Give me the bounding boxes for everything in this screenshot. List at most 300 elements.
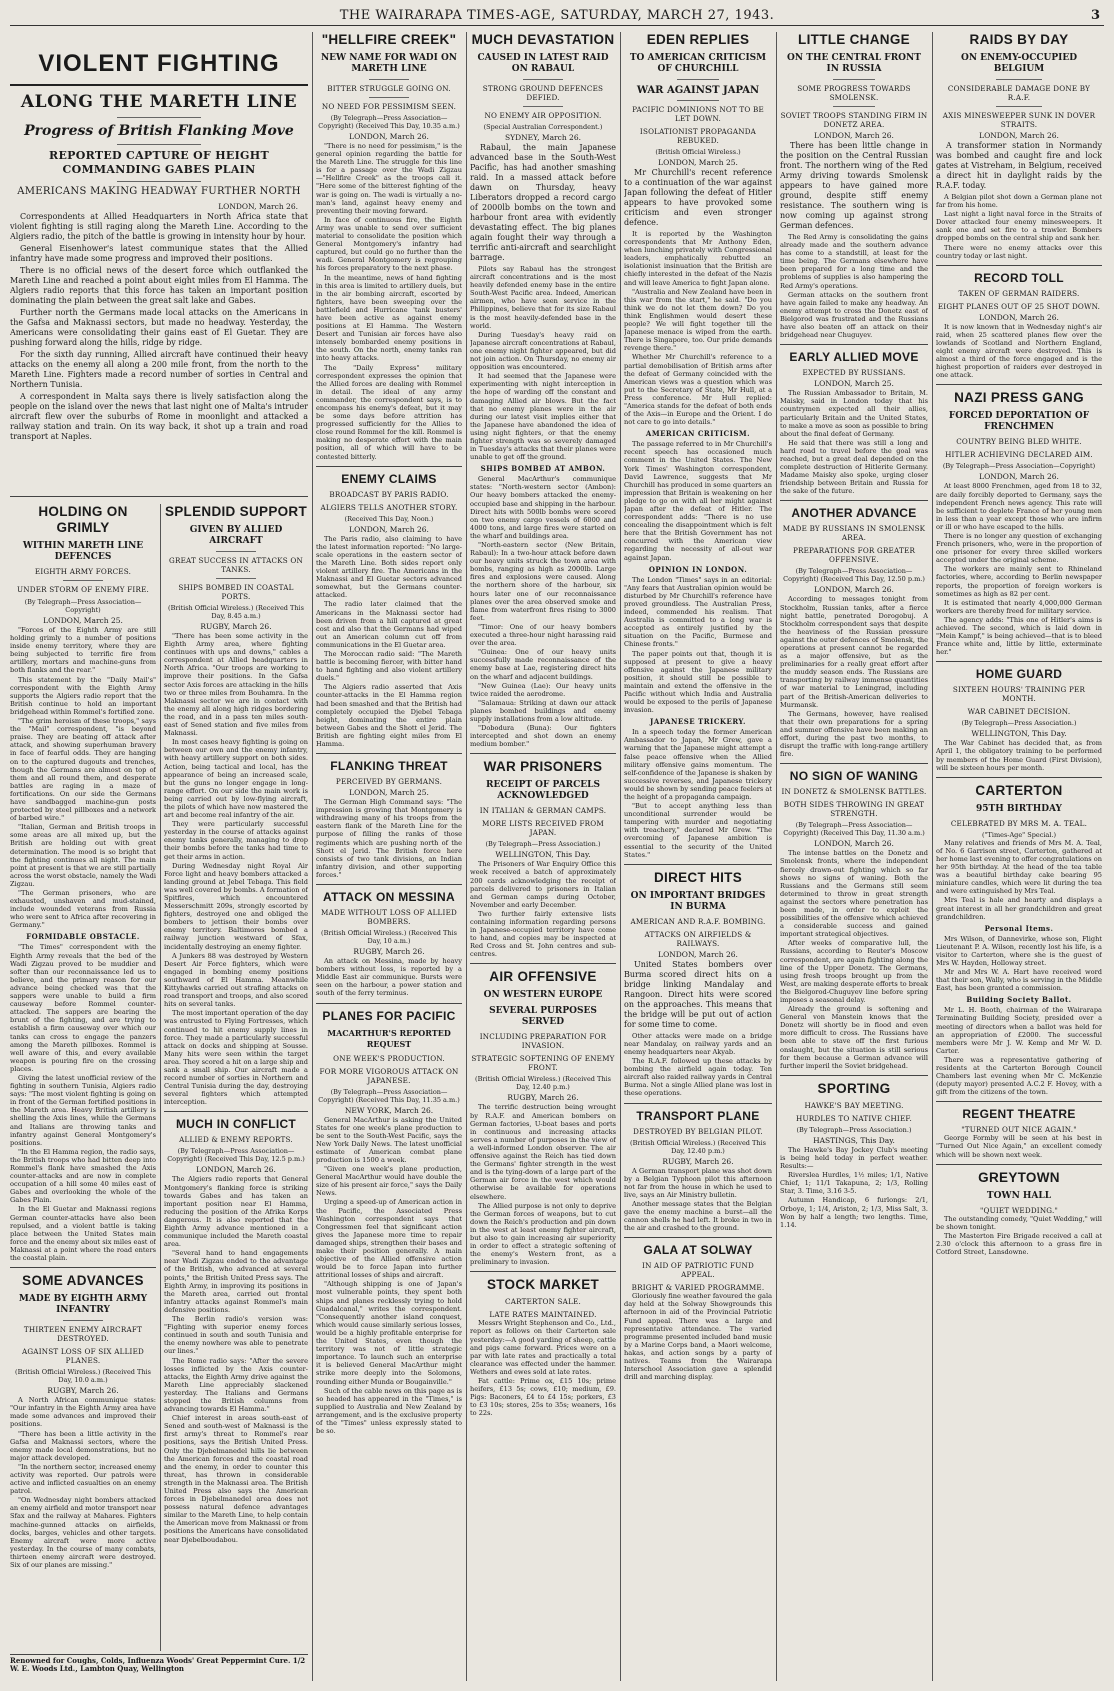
grimly-body xyxy=(10,626,156,929)
prisoners-dateline: WELLINGTON, This Day. xyxy=(495,850,591,860)
lead-story xyxy=(10,32,308,502)
threat-headline: FLANKING THREAT xyxy=(330,759,448,774)
gang-headline: NAZI PRESS GANG xyxy=(954,390,1084,406)
offensive-deck: ON WESTERN EUROPE xyxy=(483,990,603,1001)
grimly-deck-2: EIGHTH ARMY FORCES. xyxy=(34,567,132,576)
paragraph: "Although shipping is one of Japan's most vulnerable points, they spent both ships and planes recklessly trying to hold Guadalcanal," writes the correspondent. "Consequently another island conquest, which would cause similarly serious losses, would be a highly profitable enterprise for the United States, even though the territory was not of little strategic importance. To launch such an enterprise it is believed General MacArthur might strike more deeply into the Solomons, rounding either Munda or Bougainville." xyxy=(316,1280,462,1386)
paragraph: After weeks of comparative lull, the Russians, according to Reuter's Moscow correspondent, are again fighting along the line of the Upper Donetz. The Germans, using fresh troops brought up from the West, are making desperate efforts to break the Bielgorod-Chuguyev line before spring imposes a seasonal delay. xyxy=(780,939,928,1004)
threat-body xyxy=(316,798,462,879)
eden-body-4 xyxy=(624,728,772,859)
paragraph: "New Guinea (Lae): Our heavy units twice raided the aerodrome. xyxy=(470,681,616,698)
toll-deck: TAKEN OF GERMAN RAIDERS. xyxy=(958,288,1080,298)
support-deck: GIVEN BY ALLIED AIRCRAFT xyxy=(189,525,283,546)
conflict-body xyxy=(164,1175,308,1543)
grimly-headline: HOLDING ON GRIMLY xyxy=(38,504,128,535)
carterton-credit: ("Times-Age" Special.) xyxy=(982,830,1056,839)
hellfire-headline: "HELLFIRE CREEK" xyxy=(321,32,457,47)
paragraph: They were particularly successful yesterday in the course of attacks against enemy tanks generally, managing to drop their bombs before the tanks had time to get their arms in action. xyxy=(164,820,308,861)
another-body xyxy=(780,595,928,758)
paragraph: "Italian, German and British troops in some areas are all mixed up, but the British are holding out with great determination. The mood is so bright that the fighting continues all night. The main point at present is that we are still partially across the worst obstacle, namely the Wadi Zigzau. xyxy=(10,823,156,888)
paragraph: Mrs Teal is hale and hearty and displays a great interest in all her grandchildren and great grandchildren. xyxy=(936,896,1102,921)
lead-headline: VIOLENT FIGHTING xyxy=(38,50,280,77)
column-1 xyxy=(10,504,156,1681)
pacific-body xyxy=(316,1116,462,1436)
devastation-deck: CAUSED IN LATEST RAID ON RABAUL xyxy=(477,53,609,74)
paragraph: "The grim heroism of these troops," says the "Mail" correspondent, "is beyond praise. They are beating off attack after attack, and showing superhuman bravery in face of fearful odds. They are hanging on to the captured dugouts and trenches, though the Germans are almost on top of them and all round them, and desperate battles are raging in a maze of fortifications. On our side the Germans have sandbagged machine-gun posts protected by steel pillboxes and a network of barbed wire." xyxy=(10,717,156,823)
paragraph: Mr L. H. Booth, chairman of the Wairarapa Terminating Building Society, presided over a meeting of directors when a ballot was held for an appropriation of £2000. The successful members were Mr J. W. Kemp and Mr W. D. Carter. xyxy=(936,1006,1102,1055)
paragraph: The terrific destruction being wrought by R.A.F. and American bombers on German factories, U-boat bases and ports in continuous and increasing attacks serves a number of purposes in the view of a well-informed London observer. The air offensive against the Reich has tied down the Germans' fighter strength in the west and is the tying-down of a large part of the German air force in the west which would otherwise be available for operations elsewhere. xyxy=(470,1103,616,1201)
carterton-deck-2: CELEBRATED BY MRS M. A. TEAL. xyxy=(950,818,1088,828)
paragraph: In most cases heavy fighting is going on between our own and the enemy infantry, with heavy artillery support on both sides. Action, being tactical and local, has the appearance of being an increased scale, but the guns no longer engage in long-range effort. On our side the main work is being carried out by low-flying aircraft, the pilots of which have now mastered the art and become real infantry of the air. xyxy=(164,738,308,820)
claims-body xyxy=(316,535,462,748)
lead-subhead-4: AMERICANS MAKING HEADWAY FURTHER NORTH xyxy=(17,186,301,197)
pacific-deck: MACARTHUR'S REPORTED REQUEST xyxy=(327,1027,451,1049)
greytown-headline: GREYTOWN xyxy=(978,1169,1060,1185)
paragraph: Whether Mr Churchill's reference to a partial demobilisation of British arms after the defeat of Germany coincided with the American views was a question which was put to the Secretary of State, Mr Hull, at a Press conference. Mr Hull replied: "America stands for the defeat of both ends of the Axis—in Europe and the Orient. I do not care to go into details." xyxy=(624,353,772,427)
offensive-dateline: RUGBY, March 26. xyxy=(507,1093,579,1103)
guard-dateline: WELLINGTON, This Day. xyxy=(971,729,1067,739)
hellfire-deck-2: BITTER STRUGGLE GOING ON. xyxy=(327,84,451,93)
offensive-headline: AIR OFFENSIVE xyxy=(489,969,597,985)
offensive-body xyxy=(470,1103,616,1266)
claims-credit: (Received This Day, Noon.) xyxy=(344,514,434,523)
paragraph: Two further fairly extensive lists containing information regarding persons in Japanese-occupied territory have come to hand, and copies may be inspected at Red Cross and St. John centres and sub-centres. xyxy=(470,909,616,959)
prisoners-deck-2: IN ITALIAN & GERMAN CAMPS. xyxy=(479,806,607,816)
offensive-deck-3: INCLUDING PREPARATION FOR INVASION. xyxy=(479,1032,607,1051)
move-deck: EXPECTED BY RUSSIANS. xyxy=(802,368,906,378)
paragraph: The paper points out that, though it is supposed at present to give a heavy offensive against the Japanese military position, it should still be possible to maintain and extend the offensive in the Pacific without which India and Australia would be exposed to the perils of Japanese invasion. xyxy=(624,649,772,715)
devastation-body-2 xyxy=(470,475,616,748)
eden-deck-4: ISOLATIONIST PROPAGANDA REBUKED. xyxy=(639,127,757,145)
claims-deck: BROADCAST BY PARIS RADIO. xyxy=(329,489,449,499)
paragraph: During Wednesday night Royal Air Force light and heavy bombers attacked a landing ground at Jebel Tebaga. This field was well covered by bombs. A formation of Spitfires, which encountered Messerschmitt 209s, strongly escorted by fighters, destroyed one and obliged the bombers to jettison their bombs over enemy territory. Baltimores bombed a railway junction westward of Sfax, incidentally destroying an enemy fighter. xyxy=(164,861,308,951)
paragraph: "In the El Hamma region, the radio says, the British troops who had bitten deep into Rommel's flank have smashed the Axis counter-attacks and are now in complete occupation of a hill some 40 miles east of Gabes and overlooking the whole of the Gabes Plain. xyxy=(10,1147,156,1205)
hellfire-dateline: LONDON, March 26. xyxy=(349,132,429,141)
paragraph: The Berlin radio's version was: "Fighting with superior enemy forces continued in south and south Tunisia and the enemy nowhere was able to penetrate our lines." xyxy=(164,1315,308,1356)
another-deck: MADE BY RUSSIANS IN SMOLENSK AREA. xyxy=(782,524,926,543)
lead-paragraph: There is no official news of the desert force which outflanked the Mareth Line and reached a point about eight miles from El Hamma. The Algiers radio reports that this force has taken an important position dominating the plain between the great salt lake and Gabes. xyxy=(10,266,308,305)
hits-headline: DIRECT HITS xyxy=(653,869,743,885)
carterton-body-2 xyxy=(936,935,1102,993)
advances-deck: MADE BY EIGHTH ARMY INFANTRY xyxy=(18,1294,148,1316)
raids-lead: A transformer station in Normandy was bombed and caught fire and lock gates at Vistreham, in Belgium, received a direct hit in daylight raids by the R.A.F. today. xyxy=(936,141,1102,190)
paragraph: The R.A.F. followed up these attacks by bombing the airfield again today. Ten aircraft also raided railway yards in Central Burma. Not a single Allied plane was lost in these operations. xyxy=(624,1057,772,1098)
gang-credit: (By Telegraph—Press Association—Copyright) xyxy=(942,462,1096,471)
support-deck-2: GREAT SUCCESS IN ATTACKS ON TANKS. xyxy=(169,556,303,574)
devastation-subhead: SHIPS BOMBED AT AMBON. xyxy=(480,464,606,474)
move-body xyxy=(780,389,928,495)
greytown-body xyxy=(936,1215,1102,1256)
eden-dateline: LONDON, March 25. xyxy=(658,158,738,167)
conflict-dateline: LONDON, March 26. xyxy=(196,1165,276,1175)
change-headline: LITTLE CHANGE xyxy=(798,32,910,47)
raids-deck-3: AXIS MINESWEEPER SUNK IN DOVER STRAITS. xyxy=(942,111,1096,129)
eden-body-2 xyxy=(624,440,772,561)
gala-headline: GALA AT SOLWAY xyxy=(643,1243,753,1258)
paragraph: At least 8000 Frenchmen, aged from 18 to 32, are daily forcibly deported to Germany, says the independent French news agency. This rate will be sufficient to deplete France of her young men in less than a year except those who are infirm or ill or who have escaped to the hills. xyxy=(936,482,1102,531)
transport-credit: (British Official Wireless.) (Received This Day, 12.40 p.m.) xyxy=(630,1138,766,1155)
paragraph: The Allied purpose is not only to deprive the German forces of weapons, but to cut down the Reich's production and pin down in the west at least enemy fighter aircraft, but also to gain increasing air superiority in order to effect a strategic softening of the enemy's Western front, as a preliminary to invasion. xyxy=(470,1201,616,1267)
prisoners-deck-3: MORE LISTS RECEIVED FROM JAPAN. xyxy=(482,819,604,838)
paragraph: It is estimated that nearly 4,000,000 German workers are thereby freed for military service. xyxy=(936,598,1102,615)
advances-credit: (British Official Wireless.) (Received This Day, 10.0 a.m.) xyxy=(15,1368,151,1385)
change-deck-2: SOME PROGRESS TOWARDS SMOLENSK. xyxy=(797,84,911,102)
page-number: 3 xyxy=(1090,8,1100,23)
waning-deck-2: BOTH SIDES THROWING IN GREAT STRENGTH. xyxy=(783,800,925,819)
messina-headline: ATTACK ON MESSINA xyxy=(323,890,455,905)
change-body xyxy=(780,233,928,339)
regent-headline: REGENT THEATRE xyxy=(962,1107,1076,1122)
guard-headline: HOME GUARD xyxy=(975,667,1063,682)
lead-paragraph: Correspondents at Allied Headquarters in North Africa state that violent fighting is still raging along the Mareth Line. According to the Algiers radio, the pitch of the battle is growing in intensity hour by hour. xyxy=(10,212,308,241)
pacific-credit: (By Telegraph—Press Association—Copyright) (Received This Day, 11.35 a.m.) xyxy=(318,1087,460,1104)
pacific-dateline: NEW YORK, March 26. xyxy=(344,1105,434,1115)
offensive-credit: (British Official Wireless.) (Received This Day, 12.40 p.m.) xyxy=(475,1075,611,1092)
paragraph: Giving the latest unofficial review of the fighting in southern Tunisia, Algiers radio says: "The most violent fighting is going on in front of the German fortified positions in the Mareth area. Heavy British artillery is shelling the Axis lines, while the Germans and Italians are throwing tanks and infantry against General Montgomery's positions. xyxy=(10,1073,156,1147)
another-credit: (By Telegraph—Press Association—Copyright) (Received This Day, 12.50 p.m.) xyxy=(783,567,925,584)
waning-credit: (By Telegraph—Press Association—Copyright) (Received This Day, 11.30 a.m.) xyxy=(783,821,925,838)
grimly-deck-3: UNDER STORM OF ENEMY FIRE. xyxy=(16,585,150,594)
paragraph: The Hawke's Bay Jockey Club's meeting is being held today in perfect weather. Results:— xyxy=(780,1145,928,1171)
advances-headline: SOME ADVANCES xyxy=(22,1273,144,1289)
paragraph: There was a representative gathering of residents at the Carterton Borough Council Chambers last evening when Mr C. McKenzie (deputy mayor) presented A.C.2 F. Hovey, with a gift from the citizens of the town. xyxy=(936,1055,1102,1097)
hellfire-deck: NEW NAME FOR WADI ON MARETH LINE xyxy=(320,53,458,74)
paragraph: Other attacks were made on a bridge near Mandalay, on railway yards and an enemy headquarters near Akyab. xyxy=(624,1031,772,1056)
paragraph: Gloriously fine weather favoured the gala day held at the Solway Showgrounds this afternoon in aid of the Provincial Patriotic Fund appeal. There was a large and representative attendance. The varied programme presented included band music by a Marine Corps band, a Maori welcome, hakas, and action songs by a party of natives. Teams from the Wairarapa Interschool Association gave a splendid drill and marching display. xyxy=(624,1292,772,1382)
column-5 xyxy=(624,32,772,1681)
paragraph: "Forces of the Eighth Army are still holding grimly to a number of positions inside enemy territory, where they are being subjected to terrific fire from artillery, mortars and machine-guns from both flanks and the rear." xyxy=(10,626,156,675)
paragraph: A Junkers 88 was destroyed by Western Desert Air Force fighters, which were engaged in bombing enemy positions southward of El Hamma. Meanwhile Kittyhawks carried out strafing attacks on road transport and troops, and also scored hits on several tanks. xyxy=(164,951,308,1009)
threat-deck: PERCEIVED BY GERMANS. xyxy=(335,777,443,787)
market-headline: STOCK MARKET xyxy=(486,1277,600,1293)
paragraph: The Algiers radio reports that General Montgomery's flanking force is striking towards Gabes and has taken an important position near El Hamma, reducing the position of the Afrika Korps dangerous. It is also reported that the Eighth Army advance mentioned in a communique included the Mareth coastal area. xyxy=(164,1175,308,1249)
sporting-headline: SPORTING xyxy=(817,1080,891,1096)
paragraph: A German transport plane was shot down by a Belgian Typhoon pilot this afternoon not far from the house in which he used to live, says an Air Ministry bulletin. xyxy=(624,1166,772,1199)
devastation-lead: Rabaul, the main Japanese advanced base in the South-West Pacific, has had another smashing raid. In a massed attack before dawn on Thursday, heavy Liberators dropped a record cargo of 2000lb bombs on the town and harbour front area with evidently devastating effect. The big planes again fought their way through a terrific anti-aircraft and searchlight barrage. xyxy=(470,143,616,262)
raids-deck: ON ENEMY-OCCUPIED BELGIUM xyxy=(960,53,1078,74)
another-deck-2: PREPARATIONS FOR GREATER OFFENSIVE. xyxy=(792,546,916,565)
devastation-credit: (Special Australian Correspondent.) xyxy=(483,123,603,131)
paragraph: The Rome radio says: "After the severe losses inflicted by the Axis counter-attacks, the Eighth Army drive against the Mareth Line appreciably slackened yesterday. The Italians and Germans stopped the British columns from advancing towards El Hamma." xyxy=(164,1356,308,1414)
regent-deck: "TURNED OUT NICE AGAIN." xyxy=(961,1125,1077,1135)
grimly-dateline: LONDON, March 25. xyxy=(43,616,123,625)
paragraph: The German High Command says: "The impression is growing that Montgomery is withdrawing many of his troops from the eastern flank of the Mareth Line for the purpose of filling the ranks of those regiments which are pushing north of the Shott el Jerid. The British force here consists of two tank divisions, an Indian infantry division, and other supporting forces." xyxy=(316,798,462,879)
column-3 xyxy=(316,32,462,1681)
paragraph: The Paris radio, also claiming to have the latest information reported: "No large-scale operations in the eastern sector of the Mareth Line. Both sides report only violent artillery fire. The Americans in the Maknassi and El Guetar sectors advanced somewhat, but the Germans counter-attacked. xyxy=(316,534,462,600)
ad-text: Renowned for Coughs, Colds, Influenza Woods' Great Peppermint Cure. 1/2 W. E. Woods Ltd., Lambton Quay, Wellington xyxy=(10,1656,306,1673)
messina-dateline: RUGBY, March 26. xyxy=(353,947,425,957)
paragraph: Riverslea Hurdles, 1½ miles; 1/1, Native Chief, 1; 11/1 Takapuna, 2; 1/3, Rolling Star, 3. Time, 3.16 3-5. xyxy=(780,1171,928,1196)
devastation-body xyxy=(470,265,616,461)
messina-deck: MADE WITHOUT LOSS OF ALLIED BOMBERS. xyxy=(321,908,457,927)
paragraph: Another message states that the Belgian gave the enemy machine a burst—all the cannon shells he had left. It broke in two in the air and crashed to the ground. xyxy=(624,1199,772,1233)
paragraph: There is no longer any question of exchanging French prisoners, who, were in the proportion of one prisoner for every three skilled workers accepted under the original scheme. xyxy=(936,531,1102,565)
paragraph: During Tuesday's heavy raid on Japanese aircraft concentrations at Rabaul, one enemy night fighter appeared, but did not join action. On Thursday, no enemy air opposition was encountered. xyxy=(470,330,616,372)
waning-headline: NO SIGN OF WANING xyxy=(789,769,919,784)
eden-lead: Mr Churchill's recent reference to a continuation of the war against Japan following the defeat of Hitler appears to have provoked some criticism and even stronger defence. xyxy=(624,168,772,227)
gala-deck: IN AID OF PATRIOTIC FUND APPEAL. xyxy=(642,1261,754,1280)
advances-deck-2: THIRTEEN ENEMY AIRCRAFT DESTROYED. xyxy=(23,1325,143,1344)
newspaper-page xyxy=(10,6,1104,1686)
paragraph: The workers are mainly sent to Rhineland factories, where, according to Berlin newspaper reports, the proportion of foreign workers is sometimes as high as 82 per cent. xyxy=(936,565,1102,598)
offensive-deck-2: SEVERAL PURPOSES SERVED xyxy=(489,1006,597,1028)
paragraph: Urging a speed-up of American action in the Pacific, the Associated Press Washington correspondent says that Congressmen feel that significant action gives the Japanese more time to repair damaged ships, strengthen their bases and make their position generally. A main objective of the Allied offensive action would be to force Japan into further attritional losses of ships and aircraft. xyxy=(316,1198,462,1280)
paragraph: Messrs Wright Stephenson and Co., Ltd., report as follows on their Carterton sale yesterday:—A good yarding of sheep, cattle and pigs came forward. Prices were on a par with late rates and practically a total clearance was effected under the hammer. Wethers and ewes sold at late rates. xyxy=(470,1319,616,1376)
claims-deck-2: ALGIERS TELLS ANOTHER STORY. xyxy=(320,502,458,512)
toll-headline: RECORD TOLL xyxy=(974,270,1064,285)
paragraph: Chief interest in areas south-east of Sened and south-west of Maknassi is the first army's threat to Rommel's rear positions, says the British United Press. Only the Djebelmanedel hills lie between the American forces and the coastal road and the enemy, in order to counter this threat, has thrown in considerable strength in the Maknassi area. The British United Press also says the American forces in Djebelmanedel area does not possess natural defence advantages similar to the Mareth Line, to help contain the American move from Maknassi or from positions the Americans have consolidated near Djebelboudabou. xyxy=(164,1414,308,1544)
paragraph: "On Wednesday night bombers attacked an enemy airfield and motor transport near Sfax and the railway at Mahares. Fighters machine-gunned attacks on airfields, docks, barges, vehicles and other targets. Enemy aircraft were more active yesterday. In the course of many combats, thirteen enemy aircraft were destroyed. Six of our planes are missing." xyxy=(10,1496,156,1569)
paragraph: "The Times" correspondent with the Eighth Army reveals that the bed of the Wadi Zigzau proved to be muddier and softer than our reconnaissance led us to believe, and the primary reason for our advance being checked was that the sappers were unable to build a firm causeway before Rommel counter-attacked. The sappers are bearing the brunt of the fighting, and are trying to establish a firm causeway over which our tanks can cross to engage the panzers among the Mareth pillboxes. Rommel is well aware of this, and every available weapon is pouring fire on the crossing places. xyxy=(10,943,156,1073)
hellfire-deck-3: NO NEED FOR PESSIMISM SEEN. xyxy=(321,102,457,111)
claims-dateline: LONDON, March 26. xyxy=(349,524,429,534)
paragraph: Pilots say Rabaul has the strongest aircraft concentrations and is the most heavily defended enemy base in the entire South-West Pacific area. Indeed, American airmen, who have seen service in the Philippines, believe that for its size Rabaul is the most heavily-defended base in the world. xyxy=(470,265,616,330)
paragraph: "But to accept anything less than unconditional surrender would be tampering with murder and negotiating with treachery," declared Mr Grew. "The overcoming of Japanese ambition is essential to the security of the United States." xyxy=(624,802,772,859)
lead-paragraph: Further north the Germans made local attacks on the Americans in the Gafsa and Maknassi sectors, but made no headway. Yesterday, the Americans were consolidating their gains east of El Guetar. They are pushing forward along the hills, ridge by ridge. xyxy=(10,308,308,347)
paragraph: The London "Times" says in an editorial: "Any fears that Australian opinion would be disturbed by Mr Churchill's reference have proved groundless. The Australian Press, indeed, commended his realism. That Australia is committed to a long war is accepted as entirely justified by the situation on the Pacific, Burmese and Chinese fronts." xyxy=(624,575,772,649)
paragraph: It had seemed that the Japanese were experimenting with night interception in the hope of warding off the constant and damaging Allied air blows. But the fact that no enemy planes were in the air during our latest visit implies either that the Japanese have abandoned the idea of using night fighters, or that the enemy fighter strength was so severely damaged in Tuesday's attacks that their planes were unable to get off the ground. xyxy=(470,372,616,462)
eden-deck: TO AMERICAN CRITICISM OF CHURCHILL xyxy=(629,53,767,74)
paragraph: There were no enemy attacks over this country today or last night. xyxy=(936,243,1102,260)
greytown-deck: TOWN HALL xyxy=(986,1190,1052,1201)
transport-deck: DESTROYED BY BELGIAN PILOT. xyxy=(633,1126,763,1136)
transport-dateline: RUGBY, March 26. xyxy=(662,1156,734,1166)
paragraph: The Masterton Fire Brigade received a call at 2.30 o'clock this afternoon to a grass fire in Cotford Street, Lansdowne. xyxy=(936,1231,1102,1257)
grimly-subhead: FORMIDABLE OBSTACLE. xyxy=(26,932,140,942)
column-7 xyxy=(936,32,1102,1681)
guard-body xyxy=(936,739,1102,771)
regent-body xyxy=(936,1134,1102,1158)
conflict-deck: ALLIED & ENEMY REPORTS. xyxy=(179,1135,293,1145)
column-4 xyxy=(470,32,616,1681)
columns-grid xyxy=(10,26,1104,1681)
paragraph: The Russian Ambassador to Britain, M. Maisky, said in London today that his countrymen expected all their allies, particularly Britain and the United States, to make a move as soon as possible to bring about the final defeat of Germany. xyxy=(780,389,928,438)
transport-body xyxy=(624,1167,772,1233)
market-deck-2: LATE RATES MAINTAINED. xyxy=(489,1310,597,1320)
paragraph: The radio later claimed that the Americans in the Maknassi sector had been driven from a hill captured at great cost and also that the Germans had wiped out an American column cut off from communications in the El Guetar area. xyxy=(316,600,462,649)
move-headline: EARLY ALLIED MOVE xyxy=(789,350,919,365)
support-credit: (British Official Wireless.) (Received This Day, 8.45 a.m.) xyxy=(168,604,304,620)
paragraph: The agency adds: "This one of Hitler's aims is achieved. The second, which is laid down in "Mein Kampf," is being achieved—that is to bleed France white and, little by little, exterminate her." xyxy=(936,615,1102,657)
gang-dateline: LONDON, March 26. xyxy=(979,472,1059,482)
market-body xyxy=(470,1319,616,1417)
hits-deck-3: ATTACKS ON AIRFIELDS & RAILWAYS. xyxy=(644,929,752,948)
paragraph: "The German prisoners, who are exhausted, unshaven and mud-stained, include wounded veterans from Russia who were sent to Africa after recovering in Germany." xyxy=(10,889,156,930)
eden-subhead-3: JAPANESE TRICKERY. xyxy=(650,717,746,727)
gang-body xyxy=(936,482,1102,656)
pacific-deck-2: ONE WEEK'S PRODUCTION. xyxy=(333,1053,445,1063)
grimly-deck: WITHIN MARETH LINE DEFENCES xyxy=(22,541,144,562)
support-headline: SPLENDID SUPPORT xyxy=(164,504,308,519)
prisoners-body xyxy=(470,860,616,958)
hellfire-credit: (By Telegraph—Press Association—Copyright) (Received This Day, 10.35 a.m.) xyxy=(318,114,460,130)
prisoners-headline: WAR PRISONERS xyxy=(483,759,603,775)
offensive-deck-4: STRATEGIC SOFTENING OF ENEMY FRONT. xyxy=(471,1054,615,1073)
support-body xyxy=(164,632,308,1106)
conflict-headline: MUCH IN CONFLICT xyxy=(175,1117,297,1132)
toll-deck-2: EIGHT PLANES OUT OF 25 SHOT DOWN. xyxy=(937,301,1101,311)
prisoners-deck: RECEIPT OF PARCELS ACKNOWLEDGED xyxy=(486,780,600,802)
advances-deck-3: AGAINST LOSS OF SIX ALLIED PLANES. xyxy=(21,1347,145,1366)
paragraph: "In the northern sector, increased enemy activity was reported. Our patrols were active and inflicted casualties on an enemy patrol. xyxy=(10,1462,156,1496)
paragraph: "Australia and New Zealand have been in this war from the start," he said. "Do you think we do not let them down? Do you think Englishmen would desert these people? We will fight together till the Japanese menace is wiped from the earth. There is Singapore, too. Our pride demands revenge there." xyxy=(624,287,772,353)
sporting-body xyxy=(780,1146,928,1229)
carterton-subhead-2: Building Society Ballot. xyxy=(966,995,1072,1005)
raids-headline: RAIDS BY DAY xyxy=(969,32,1069,47)
eden-body xyxy=(624,230,772,426)
grimly-body-2 xyxy=(10,943,156,1262)
paragraph: The Moroccan radio said: "The Mareth battle is becoming fiercer, with bitter hand to hand fighting and also violent artillery duels." xyxy=(316,649,462,683)
paragraph: The most important operation of the day was entrusted to Flying Fortresses, which continued to hit enemy supply lines in force. They made a particularly successful attack on docks and shipping at Sousse. Many hits were seen within the target area. They scored a hit on a large ship and sank a small ship. Our aircraft made a record number of sorties in Northern and Central Tunisia during the day, destroying several fighters which attempted interception. xyxy=(164,1009,308,1107)
lead-subhead-3: REPORTED CAPTURE OF HEIGHT COMMANDING GABES PLAIN xyxy=(49,149,269,176)
lead-dateline: LONDON, March 26. xyxy=(218,202,298,211)
pacific-headline: PLANES FOR PACIFIC xyxy=(322,1008,456,1023)
move-dateline: LONDON, March 25. xyxy=(814,379,894,389)
carterton-body xyxy=(936,839,1102,921)
paragraph: A Belgian pilot shot down a German plane not far from his home. xyxy=(936,193,1102,210)
paragraph: Autumn Handicap, 6 furlongs: 2/1, Orboye, 1; 1/4, Ariston, 2; 1/3, Miss Salt, 3. Won by half a length; two lengths. Time, 1.14. xyxy=(780,1196,928,1229)
gang-deck: FORCED DEPORTATION OF FRENCHMEN xyxy=(948,411,1090,433)
paragraph: Last night a light naval force in the Straits of Dover attacked four enemy minesweepers. It sank one and set fire to a trawler. Bombers dropped bombs on the central ship and sank her. xyxy=(936,210,1102,243)
raids-body xyxy=(936,193,1102,260)
support-deck-3: SHIPS BOMBED IN COASTAL PORTS. xyxy=(178,583,294,601)
gala-deck-2: BRIGHT & VARIED PROGRAMME. xyxy=(631,1283,765,1293)
devastation-deck-3: NO ENEMY AIR OPPOSITION. xyxy=(484,111,602,120)
paragraph: He said that there was still a long and hard road to travel before the goal was reached, but a great deal depended on the complete destruction of Hitlerite Germany. Madame Maisky also spoke, urging closer friendship between Britain and Russia for the sake of the future. xyxy=(780,438,928,496)
paragraph: "Several hand to hand engagements near Wadi Zigzau ended to the advantage of the British, who advanced at several points," the British United Press says. The Eighth Army, in improving its positions in the Mareth area, carried out frontal infantry attacks against Rommel's main defensive positions. xyxy=(164,1249,308,1314)
paragraph: "Dobodura (Buna): Our fighters intercepted and shot down an enemy medium bomber." xyxy=(470,724,616,749)
guard-deck: SIXTEEN HOURS' TRAINING PER MONTH. xyxy=(952,685,1086,704)
devastation-dateline: SYDNEY, March 26. xyxy=(505,133,581,142)
paragraph: "Salamaua: Striking at dawn our attack planes bombed buildings and enemy supply installations from a low altitude. xyxy=(470,698,616,723)
eden-subhead: AMERICAN CRITICISM. xyxy=(645,429,751,439)
paragraph: It is now known that in Wednesday night's air raid, when 25 scattered planes flew over the lowlands of Scotland and Northern England, eight enemy aircraft were destroyed. This is almost a third of the force engaged and is the highest proportion of raiders ever destroyed in one attack. xyxy=(936,322,1102,380)
paragraph: The War Cabinet has decided that, as from April 1, the obligatory training to be performed by members of the Home Guard (First Division), will be sixteen hours per month. xyxy=(936,739,1102,772)
paragraph: "There has been a little activity in the Gafsa and Maknassi sectors, where the enemy made local demonstrations, but no major attack developed. xyxy=(10,1429,156,1462)
change-deck-3: SOVIET TROOPS STANDING FIRM IN DONETZ AREA. xyxy=(780,111,928,129)
paragraph: General MacArthur is asking the United States for one week's plane production to be sent to the South-West Pacific, says the New York Daily News. The latest unofficial estimate of American combat plane production is 1500 a week. xyxy=(316,1115,462,1164)
conflict-credit: (By Telegraph—Press Association—Copyright) (Received This Day, 12.5 p.m.) xyxy=(167,1147,305,1164)
pacific-deck-3: FOR MORE VIGOROUS ATTACK ON JAPANESE. xyxy=(319,1066,459,1085)
devastation-headline: MUCH DEVASTATION xyxy=(471,32,615,47)
paragraph: A North African communique states: "Our infantry in the Eighth Army area have made some advances and improved their positions. xyxy=(10,1396,156,1429)
paragraph: Fat cattle: Prime ox, £15 10s; prime heifers, £13 5s; cows, £10; medium, £9. Pigs: Baconers, £4 to £4 15s; porkers, £3 to £3 10s; stores, 25s to 35s; weaners, 16s to 22s. xyxy=(470,1377,616,1418)
hits-body xyxy=(624,1032,772,1098)
paragraph: Mr and Mrs W. A. Hart have received word that their son, Wally, who is serving in the Middle East, has been granted a commission. xyxy=(936,968,1102,993)
paragraph: This statement by the "Daily Mail's" correspondent with the Eighth Army supports the Algiers radio report that the British continue to hold an important bridgehead within Rommel's fortified zone. xyxy=(10,675,156,716)
transport-headline: TRANSPORT PLANE xyxy=(636,1108,760,1123)
waning-body xyxy=(780,849,928,1070)
eden-deck-2: WAR AGAINST JAPAN xyxy=(636,85,760,96)
change-deck: ON THE CENTRAL FRONT IN RUSSIA xyxy=(787,53,921,74)
paragraph: Such of the cable news on this page as is so headed has appeared in the "Times," is supplied to Australia and New Zealand by arrangement, and is the exclusive property of the "Times" unless expressly stated to be so. xyxy=(316,1386,462,1436)
greytown-deck-2: "QUIET WEDDING." xyxy=(980,1205,1058,1215)
toll-body xyxy=(936,323,1102,380)
change-dateline: LONDON, March 26. xyxy=(814,131,894,140)
column-6 xyxy=(780,32,928,1681)
claims-headline: ENEMY CLAIMS xyxy=(341,471,437,486)
eden-headline: EDEN REPLIES xyxy=(646,32,750,47)
carterton-body-3 xyxy=(936,1006,1102,1096)
hits-dateline: LONDON, March 26. xyxy=(658,949,738,959)
paragraph: The "Daily Express" military correspondent expresses the opinion that the Allied forces are dealing with Rommel in detail. The ideal of any army commander, the correspondent says, is to encompass his enemy's defeat, but it may be some days before attrition has progressed sufficiently for the Allies to close round Rommel for the kill. Rommel is making no desperate effort with the main position, all of which will have to be contested bitterly. xyxy=(316,363,462,461)
paragraph: The passage referred to in Mr Churchill's recent speech has occasioned much comment in the United States. The New York Times' Washington correspondent, David Lawrence, suggests that Mr Churchill has produced in some quarters an impression that Britain is weakening on her pledge to go on with all her might against Japan after the defeat of Hitler. The correspondent adds: "There is no use concealing the disappointment which is felt here that the British Government has not concurred with the American view regarding the necessity of all-out war against Japan. xyxy=(624,440,772,562)
devastation-deck-2: STRONG GROUND DEFENCES DEFIED. xyxy=(482,84,604,102)
carterton-subhead: Personal Items. xyxy=(984,923,1054,933)
paragraph: "North-eastern sector (New Britain, Rabaul): In a two-hour attack before dawn our heavy units struck the town area with bombs, ranging as high as 2000lb. Large fires and explosions were caused. Along the northern shore of the harbour, six hours later one of our reconnaissance planes over the area observed smoke and flame from waterfront fires rising to 3000 feet. xyxy=(470,541,616,622)
grimly-credit: (By Telegraph—Press Association—Copyright) xyxy=(24,598,142,614)
paragraph: The outstanding comedy, "Quiet Wedding," will be shown tonight. xyxy=(936,1214,1102,1231)
eden-credit: (British Official Wireless.) xyxy=(655,148,741,156)
paragraph: German attacks on the southern front have again failed to make any headway. An enemy attempt to cross the Donetz east of Bielgorod was frustrated and the Russians have also beaten off an attack on their bridgehead near Chuguyev. xyxy=(780,290,928,340)
eden-deck-3: PACIFIC DOMINIONS NOT TO BE LET DOWN. xyxy=(632,105,764,123)
carterton-headline: CARTERTON xyxy=(975,782,1063,798)
paragraph: In the El Guetar and Maknassi regions German counter-attacks have also been repulsed, and a violent battle is taking place between the United States main force and the enemy about six miles east of Maknassi at a point where the road enters the coastal plain. xyxy=(10,1205,156,1263)
hellfire-body xyxy=(316,142,462,461)
paragraph: General MacArthur's communique states: "North-western sector (Ambon): Our heavy bombers attacked the enemy-occupied base and shipping in the harbour. Direct hits with 500lb bombs were scored on two enemy cargo vessels of 6000 and 4000 tons, and large fires were started on the wharf and buildings area. xyxy=(470,475,616,540)
paragraph: "Given one week's plane production, General MacArthur would have double the size of his present air force," says the Daily News. xyxy=(316,1165,462,1198)
paragraph: It is reported by the Washington correspondents that Mr Anthony Eden, when lunching privately with Congressional leaders, emphatically rebutted an isolationist insinuation that the British are chiefly interested in the defeat of the Nazis and will leave America to fight Japan alone. xyxy=(624,230,772,287)
raids-deck-2: CONSIDERABLE DAMAGE DONE BY R.A.F. xyxy=(947,84,1091,102)
toll-dateline: LONDON, March 26. xyxy=(979,312,1059,322)
hits-lead: United States bombers over Burma scored direct hits on a bridge linking Mandalay and Rangoon. Direct hits were scored on the approaches. This means that the bridge will be put out of action for some time to come. xyxy=(624,959,772,1029)
gang-deck-3: HITLER ACHIEVING DECLARED AIM. xyxy=(945,450,1093,460)
paragraph: An attack on Messina, made by heavy bombers without loss, is reported by a Middle East air communique. Bursts were seen on the harbour, a power station and south of the ferry terminus. xyxy=(316,957,462,998)
paragraph: In the meantime, news of hand fighting in this area is limited to artillery duels, but in the air bombing aircraft, escorted by fighters, have been sweeping over the battlefield and Hurricane 'tank busters' have been active as against enemy positions at El Hamma. The Western Desert and Tunisian air forces have also intensely bombarded enemy positions in the south. On the north, enemy tanks ran into heavy attacks. xyxy=(316,273,462,363)
change-lead: There has been little change in the position on the Central Russian front. The northern wing of the Red Army driving towards Smolensk appears to have gained more ground, despite stiff enemy resistance. The southern wing is now coming up against strong German defences. xyxy=(780,141,928,230)
lead-subhead-2: Progress of British Flanking Move xyxy=(24,123,294,139)
paragraph: George Formby will be seen at his best in "Turned Out Nice Again," an excellent comedy which will be shown next week. xyxy=(936,1134,1102,1159)
lead-body xyxy=(10,212,308,442)
guard-deck-2: WAR CABINET DECISION. xyxy=(967,707,1071,717)
sporting-deck-2: HURDLES TO NATIVE CHIEF. xyxy=(796,1113,912,1123)
paragraph: In face of continuous fire, the Eighth Army was unable to send over sufficient material to consolidate the position which General Montgomery's infantry had captured, but could go no further than the wadi. General Montgomery is regrouping his forces preparatory to the next phase. xyxy=(316,215,462,273)
lead-paragraph: General Eisenhower's latest communique states that the Allied infantry have made some progress and improved their positions. xyxy=(10,244,308,263)
threat-dateline: LONDON, March 25. xyxy=(349,788,429,798)
carterton-deck: 95TH BIRTHDAY xyxy=(976,803,1062,814)
waning-deck: IN DONETZ & SMOLENSK BATTLES. xyxy=(781,787,927,797)
paragraph: Mrs Wilson, of Dannevirke, whose son, Flight Lieutenant P. A. Wilson, recently lost his life, is a visitor to Carterton, where she is the guest of Mrs W. Hayden, Holloway street. xyxy=(936,934,1102,967)
eden-body-3 xyxy=(624,576,772,715)
paragraph: "Timor: One of our heavy bombers executed a three-hour night harassing raid over the area. xyxy=(470,622,616,648)
paragraph: Already the ground is softening and General von Manstein knows that the Donetz will shortly be in flood and even more difficult to cross. The Russians have been able to stave off the first furious onslaught, but the situation is still serious for them because a German advance will further imperil the Soviet bridgehead. xyxy=(780,1005,928,1070)
sporting-credit: (By Telegraph—Press Association.) xyxy=(796,1125,912,1134)
paragraph: In a speech today the former American Ambassador to Japan, Mr Grew, gave a warning that the Japanese might attempt a false peace offensive when the Allied military offensive gains momentum. The self-confidence of the Japanese is shaken by successive reverses, and Japanese trickery would be shown by sending peace feelers at the height of a propaganda campaign. xyxy=(624,728,772,801)
waning-dateline: LONDON, March 26. xyxy=(814,839,894,849)
raids-dateline: LONDON, March 26. xyxy=(979,131,1059,140)
paragraph: The Germans, however, have realised that their own preparations for a spring and summer offensive have been making an effort, during the past two months, to disrupt the traffic with long-range artillery fire. xyxy=(780,709,928,759)
market-deck: CARTERTON SALE. xyxy=(505,1297,581,1307)
advances-body xyxy=(10,1396,156,1569)
hits-deck: ON IMPORTANT BRIDGES IN BURMA xyxy=(630,890,766,912)
hits-deck-2: AMERICAN AND R.A.F. BOMBING. xyxy=(630,916,766,926)
paragraph: The intense battles on the Donetz and Smolensk fronts, where the independent fiercely drawn-out fighting which so far shows no signs of waning. Both the Russians and the Germans still seem determined to throw in great strength against the sectors where penetration has been made, in order to exploit the possibilities of the offensive which achieved a considerable success and gained important strategical objectives. xyxy=(780,849,928,939)
sporting-deck: HAWKE'S BAY MEETING. xyxy=(804,1100,904,1110)
eden-subhead-2: OPINION IN LONDON. xyxy=(648,564,748,574)
paragraph: The Red Army is consolidating the gains already made and the southern advance has come to a standstill, at least for the time being. The Germans elsewhere have been prepared for a long time and the problems of supplies is also hampering the Red Army's operations. xyxy=(780,233,928,290)
prisoners-credit: (By Telegraph—Press Association.) xyxy=(485,840,601,849)
paragraph: "There has been some activity in the Eighth Army area, where fighting continues with ups and downs," cables a correspondent at Allied headquarters in North Africa. "Our troops are working to improve their positions. In the Gafsa sector Axis forces are attacking in the hills two or three miles from Bouhamra. In the Maknassi sector we are in contact with the enemy all along high ridges bordering the road, and in a pass ten miles south-east of Sened station and five miles from Maknassi. xyxy=(164,632,308,738)
paragraph: The Prisoners of War Enquiry Office this week received a batch of approximately 200 cards acknowledging the receipt of parcels delivered to prisoners in Italian and German camps during October, November and early December. xyxy=(470,860,616,909)
lead-paragraph: A correspondent in Malta says there is lively satisfaction along the people on the island over the news that last night one of Malta's intruder aircraft flew over the suburbs of Rome in moonlight and attacked a railway station and train. On its way back, it shot up a train and road transport at Naples. xyxy=(10,392,308,441)
paragraph: Many relatives and friends of Mrs M. A. Teal, of No. 6 Garrison street, Carterton, gathered at her home last evening to offer congratulations on her 95th birthday. At the head of the tea table was a beautiful birthday cake bearing 95 miniature candles, which were lit during the tea and were extinguished by Mrs Teal. xyxy=(936,838,1102,896)
gala-body xyxy=(624,1292,772,1381)
another-headline: ANOTHER ADVANCE xyxy=(791,506,917,521)
masthead xyxy=(10,6,1104,26)
guard-credit: (By Telegraph—Press Association.) xyxy=(961,719,1077,728)
another-dateline: LONDON, March 26. xyxy=(814,585,894,595)
paragraph: According to messages tonight from Stockholm, Russian tanks, after a fierce night battle, penetrated Dorogobuj. A Stockholm correspondent says that despite the heaviness of the Russian pressure against the outer defences of Smolensk, the operations at present cannot be regarded as a major offensive, but as the preliminaries for a really great effort after the muddy season ends. The Russians are transporting by railway immense quantities of war material to Leningrad, including part of the British-American deliveries to Murmansk. xyxy=(780,595,928,709)
